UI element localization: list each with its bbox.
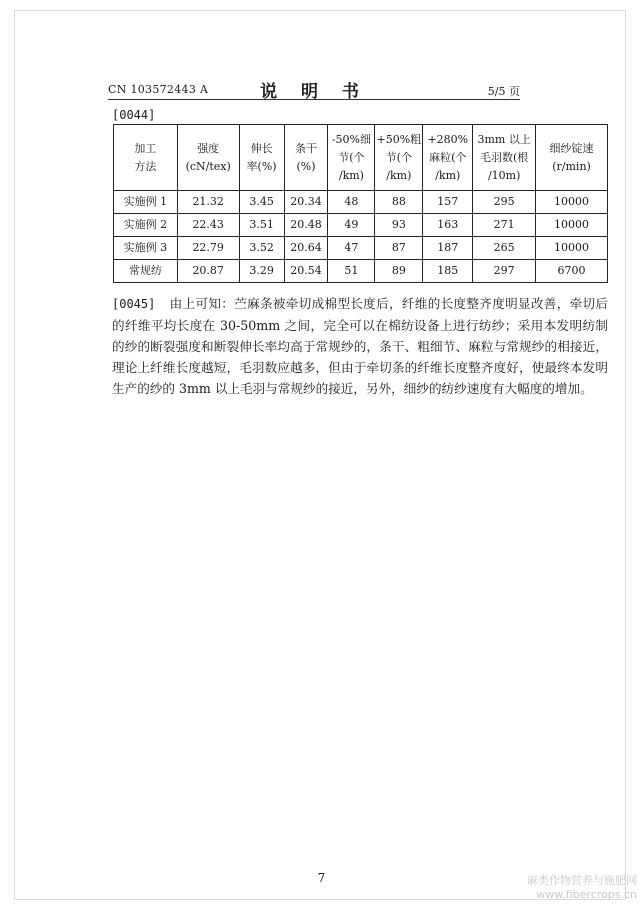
table-cell: 157 bbox=[423, 191, 473, 214]
table-cell: 163 bbox=[423, 214, 473, 237]
table-cell: 常规纺 bbox=[114, 260, 178, 283]
page-number: 7 bbox=[317, 871, 326, 885]
header-strength: 强度 (cN/tex) bbox=[177, 125, 239, 191]
table-cell: 实施例 1 bbox=[114, 191, 178, 214]
table-cell: 20.34 bbox=[284, 191, 328, 214]
table-header-row bbox=[114, 125, 608, 191]
table-row bbox=[114, 237, 608, 260]
table-cell: 实施例 3 bbox=[114, 237, 178, 260]
header-thin-places: -50%细 节(个 /km) bbox=[328, 125, 375, 191]
paragraph-tag-0045: [0045] bbox=[112, 297, 156, 311]
table-cell: 51 bbox=[328, 260, 375, 283]
table-cell: 3.51 bbox=[239, 214, 284, 237]
table-row bbox=[114, 214, 608, 237]
table-cell: 21.32 bbox=[177, 191, 239, 214]
document-title: 说 明 书 bbox=[260, 82, 368, 102]
header-elongation: 伸长 率(%) bbox=[239, 125, 284, 191]
table-cell: 10000 bbox=[536, 191, 608, 214]
table-cell: 295 bbox=[473, 191, 536, 214]
table-cell: 6700 bbox=[536, 260, 608, 283]
table-cell: 20.48 bbox=[284, 214, 328, 237]
header-spindle-speed: 细纱锭速 (r/min) bbox=[536, 125, 608, 191]
table-cell: 297 bbox=[473, 260, 536, 283]
table-cell: 185 bbox=[423, 260, 473, 283]
header-thick-places: +50%粗 节(个 /km) bbox=[375, 125, 423, 191]
table-row bbox=[114, 191, 608, 214]
table-cell: 22.43 bbox=[177, 214, 239, 237]
table-cell: 20.87 bbox=[177, 260, 239, 283]
paragraph-text: 由上可知：苎麻条被牵切成棉型长度后，纤维的长度整齐度明显改善，牵切后的纤维平均长度在 30-50mm 之间，完全可以在棉纺设备上进行纺纱；采用本发明纺制的纱的断裂强度和断裂伸长率均高于常规纱的，条干、粗细节、麻粒与常规纱的相接近，理论上纤维长度越短，毛羽数应越多，但由于牵切条的纤维长度整齐度好，使最终本发明生产的纱的 3mm 以上毛羽与常规纱的接近，另外，细纱的纺纱速度有大幅度的增加。 bbox=[112, 296, 608, 396]
table-cell: 22.79 bbox=[177, 237, 239, 260]
header-method: 加工 方法 bbox=[114, 125, 178, 191]
table-cell: 20.54 bbox=[284, 260, 328, 283]
page-count: 5/5 页 bbox=[487, 85, 520, 98]
table-cell: 10000 bbox=[536, 214, 608, 237]
watermark bbox=[527, 874, 637, 902]
results-table bbox=[113, 124, 608, 283]
page-header bbox=[108, 80, 520, 102]
watermark-site-name: 麻类作物营养与施肥网 bbox=[527, 874, 637, 887]
watermark-url: www.fibercrops.cn bbox=[536, 888, 637, 901]
table-cell: 实施例 2 bbox=[114, 214, 178, 237]
table-cell: 3.29 bbox=[239, 260, 284, 283]
table-cell: 20.64 bbox=[284, 237, 328, 260]
header-rule bbox=[108, 99, 520, 100]
table-cell: 265 bbox=[473, 237, 536, 260]
table-cell: 49 bbox=[328, 214, 375, 237]
table-cell: 48 bbox=[328, 191, 375, 214]
table-row bbox=[114, 260, 608, 283]
paragraph-0045 bbox=[112, 293, 608, 399]
table-cell: 47 bbox=[328, 237, 375, 260]
paragraph-tag-0044: [0044] bbox=[112, 108, 156, 122]
table-cell: 87 bbox=[375, 237, 423, 260]
table-cell: 3.52 bbox=[239, 237, 284, 260]
table-cell: 271 bbox=[473, 214, 536, 237]
table-cell: 10000 bbox=[536, 237, 608, 260]
header-evenness: 条干 (%) bbox=[284, 125, 328, 191]
header-neps: +280% 麻粒(个 /km) bbox=[423, 125, 473, 191]
table-cell: 187 bbox=[423, 237, 473, 260]
table-cell: 3.45 bbox=[239, 191, 284, 214]
table-cell: 89 bbox=[375, 260, 423, 283]
header-hairiness: 3mm 以上 毛羽数(根 /10m) bbox=[473, 125, 536, 191]
table-cell: 88 bbox=[375, 191, 423, 214]
table-cell: 93 bbox=[375, 214, 423, 237]
patent-number: CN 103572443 A bbox=[108, 83, 209, 96]
